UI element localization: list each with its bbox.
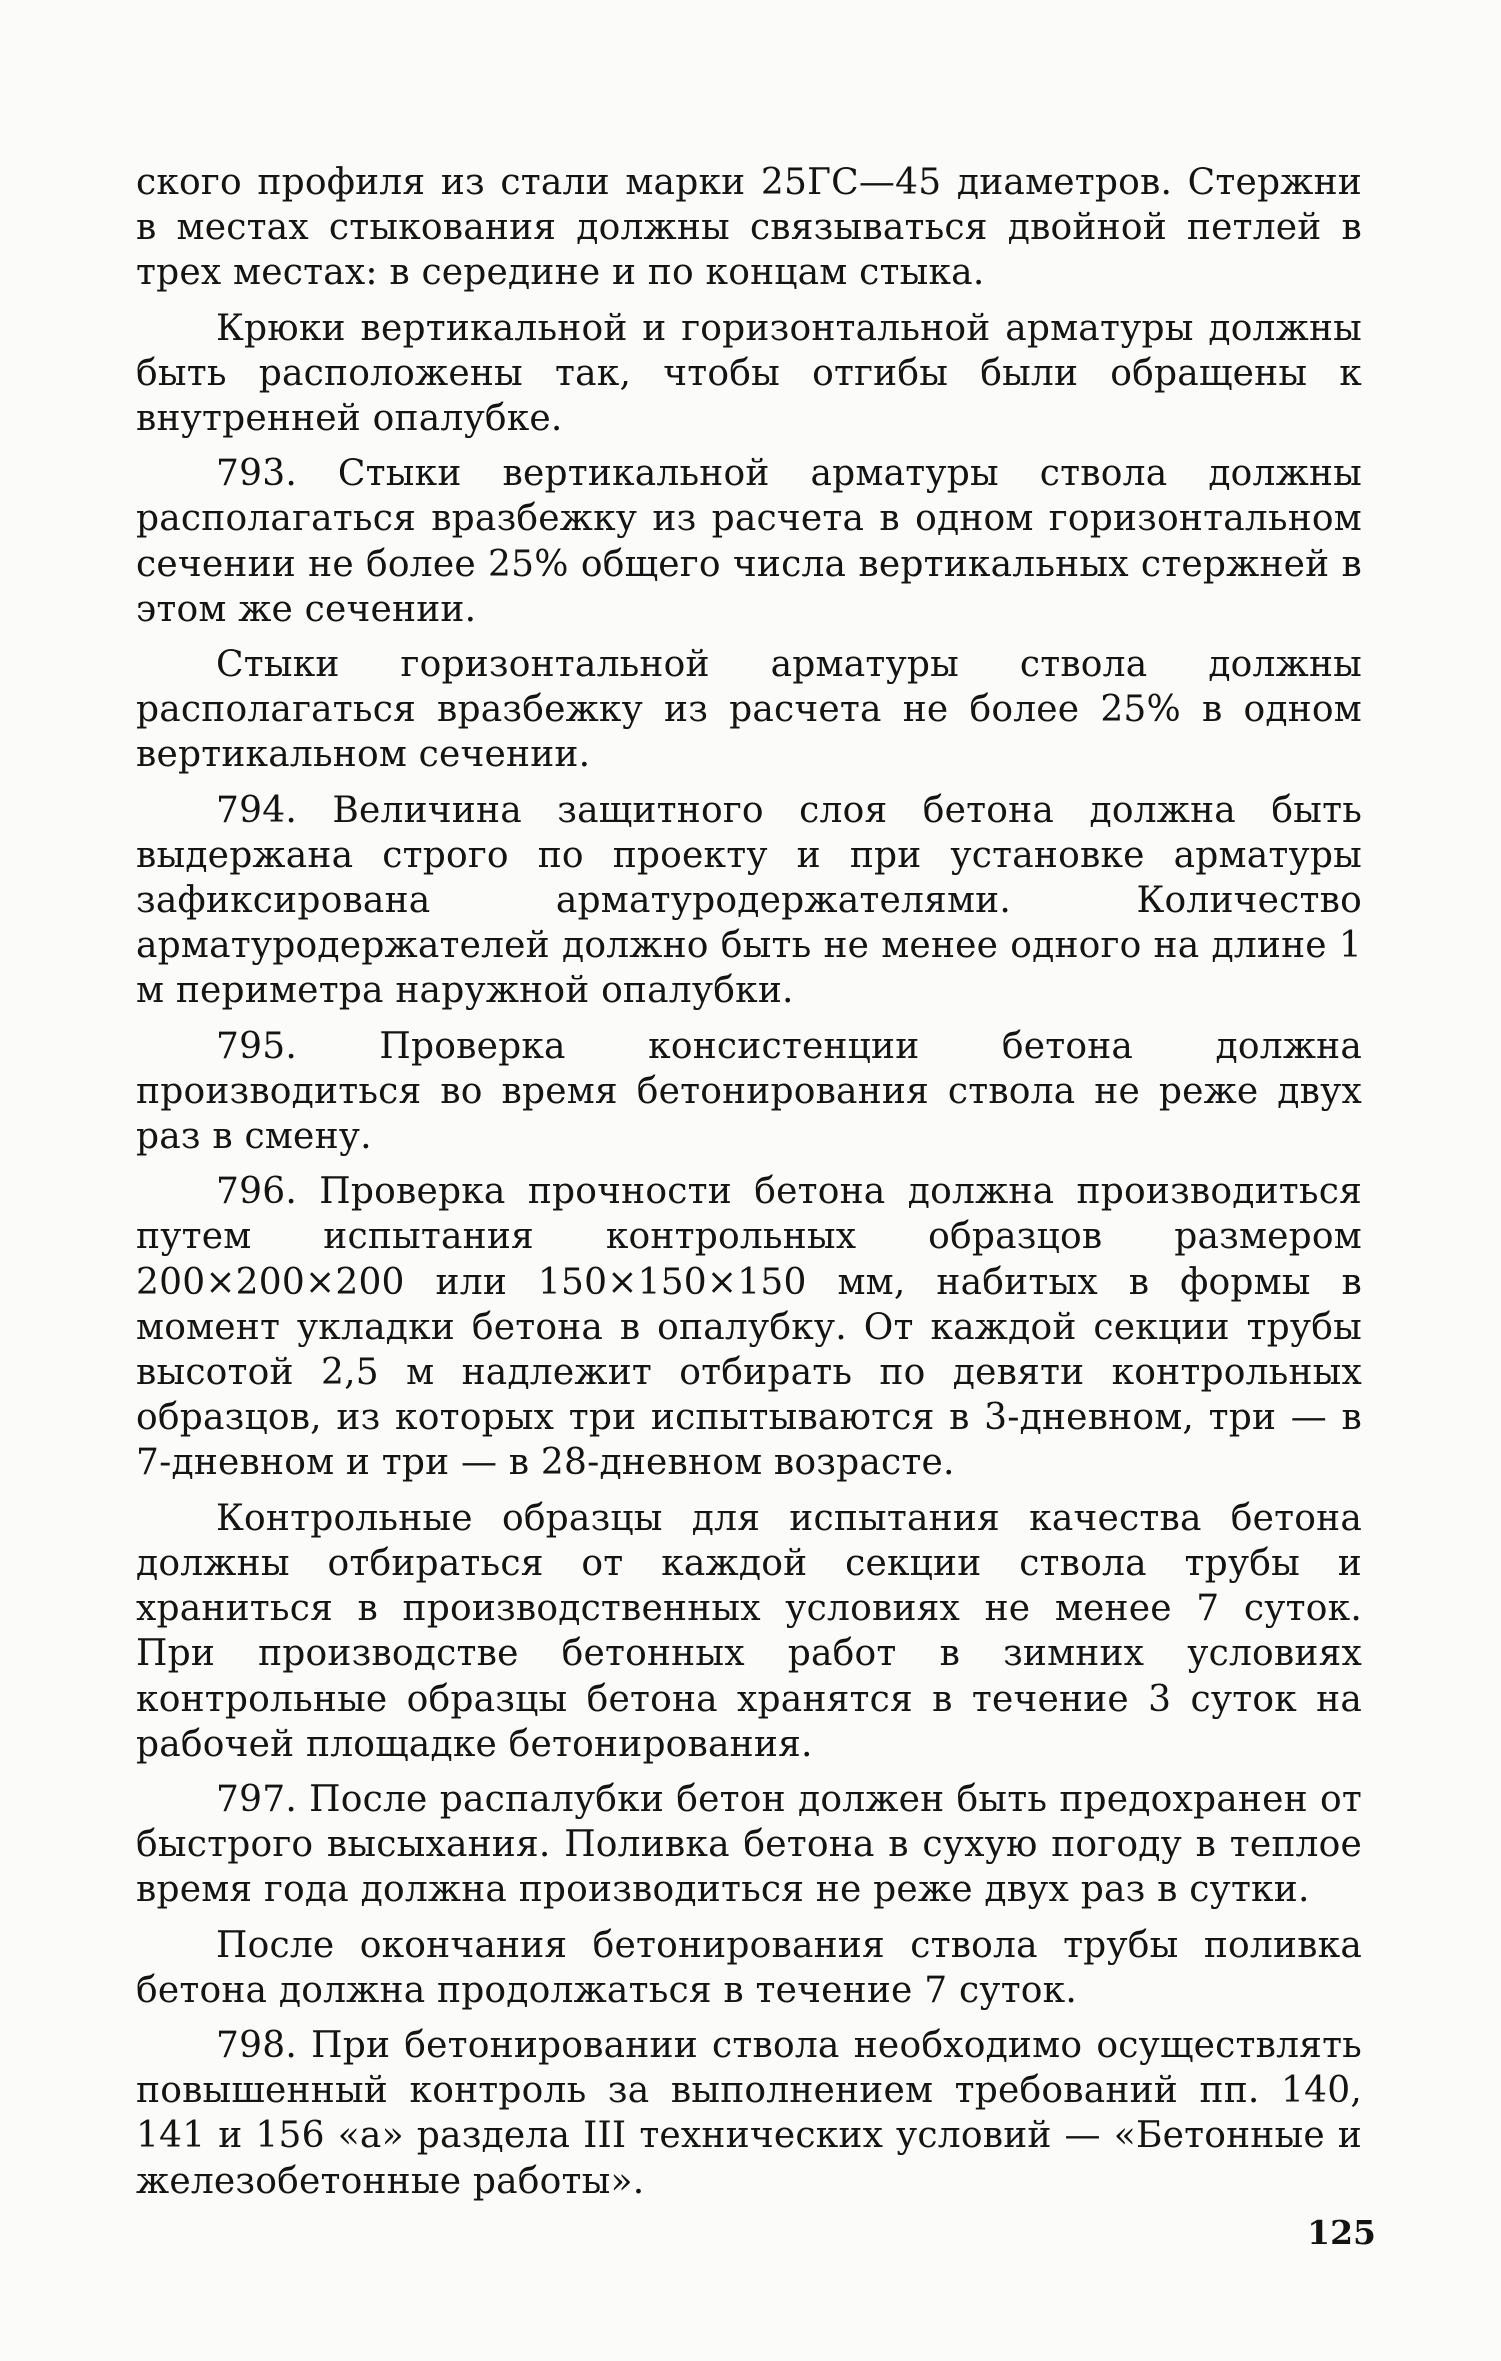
paragraph-795: 795. Проверка консистенции бетона должна производиться во время бетонирования ствола не реже двух раз в смену. — [136, 1025, 1362, 1158]
paragraph-794: 794. Величина защитного слоя бетона должна быть выдержана строго по проекту и при установке арматуры зафиксирована арматуродержателями. Количество арматуродержателей должно быть не менее одного на длине 1 м периметра наружной опалубки. — [136, 789, 1362, 1012]
paragraph-horizontal-joints: Стыки горизонтальной арматуры ствола должны располагаться вразбежку из расчета не более 25% в одном вертикальном сечении. — [136, 644, 1362, 776]
paragraph-hooks: Крюки вертикальной и горизонтальной арматуры должны быть расположены так, чтобы отгибы были обращены к внутренней опалубке. — [136, 307, 1362, 440]
page-number: 125 — [1307, 2213, 1376, 2252]
paragraph-control-samples: Контрольные образцы для испытания качества бетона должны отбираться от каждой секции ствола трубы и храниться в производственных условиях не менее 7 суток. При производстве бетонных работ в зимних условиях контрольные образцы бетона хранятся в течение 3 суток на рабочей площадке бетонирования. — [136, 1497, 1362, 1765]
paragraph-798: 798. При бетонировании ствола необходимо осуществлять повышенный контроль за выполнением требований пп. 140, 141 и 156 «а» раздела III технических условий — «Бетонные и железобетонные работы». — [136, 2024, 1362, 2202]
paragraph-continuation: ского профиля из стали марки 25ГС—45 диаметров. Стержни в местах стыкования должны связываться двойной петлей в трех местах: в середине и по концам стыка. — [136, 162, 1362, 294]
paragraph-796: 796. Проверка прочности бетона должна производиться путем испытания контрольных образцов размером 200×200×200 или 150×150×150 мм, набитых в формы в момент укладки бетона в опалубку. От каждой секции трубы высотой 2,5 м надлежит отбирать по девяти контрольных образцов, из которых три испытываются в 3-дневном, три — в 7-дневном и три — в 28-дневном возрасте. — [136, 1171, 1362, 1484]
paragraph-797: 797. После распалубки бетон должен быть предохранен от быстрого высыхания. Поливка бетона в сухую погоду в теплое время года должна производиться не реже двух раз в сутки. — [136, 1778, 1362, 1911]
paragraph-793: 793. Стыки вертикальной арматуры ствола должны располагаться вразбежку из расчета в одном горизонтальном сечении не более 25% общего числа вертикальных стержней в этом же сечении. — [136, 453, 1362, 630]
paragraph-watering: После окончания бетонирования ствола трубы поливка бетона должна продолжаться в течение 7 суток. — [136, 1924, 1362, 2011]
body-text — [136, 160, 1362, 2214]
